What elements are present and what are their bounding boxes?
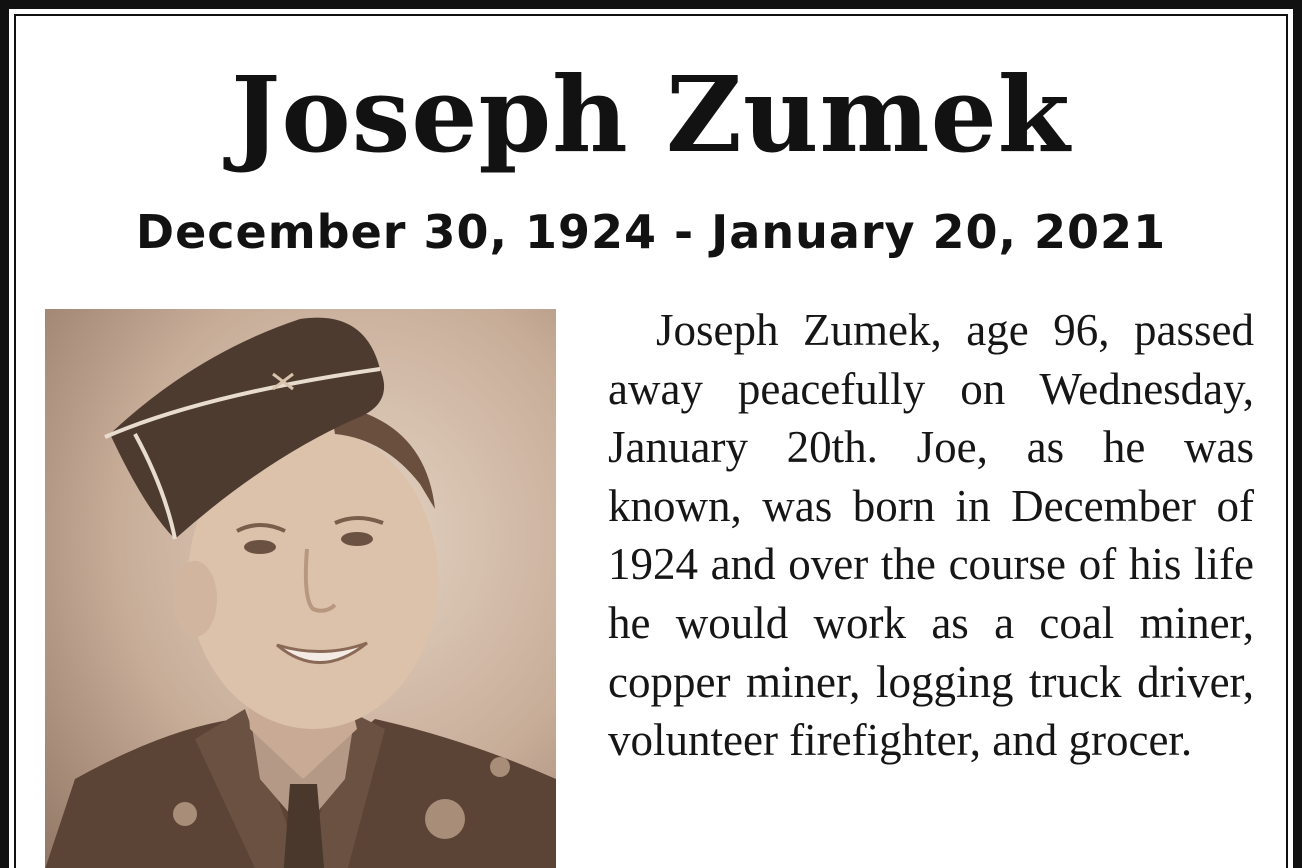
obituary-name-heading: Joseph Zumek	[231, 53, 1071, 176]
obituary-body-text: Joseph Zumek, age 96, passed away peacefully on Wednesday, January 20th. Joe, as he was known, was born in December of 1924 and over the course of his life he would work as a coal miner, copper miner, logging truck driver, volunteer firefighter, and grocer.	[608, 305, 1254, 766]
soldier-portrait-image	[45, 309, 556, 868]
life-dates: December 30, 1924 - January 20, 2021	[135, 205, 1167, 259]
portrait-photo	[45, 309, 556, 868]
